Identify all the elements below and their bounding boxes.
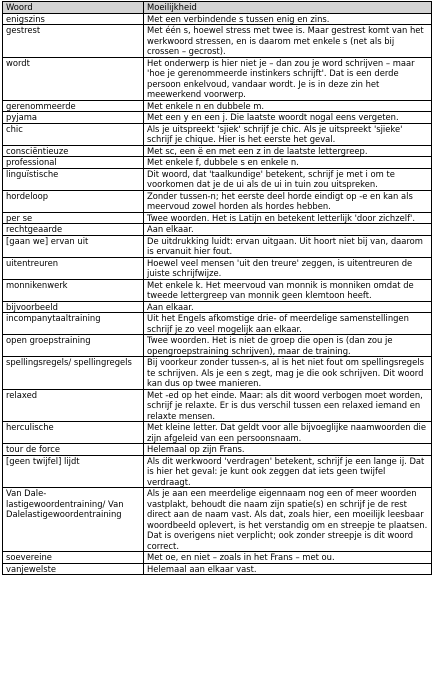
header-difficulty: Moeilijkheid — [144, 2, 432, 14]
word-cell: enigszins — [3, 13, 144, 25]
table-row — [3, 257, 432, 279]
table-row — [3, 488, 432, 552]
table-row — [3, 313, 432, 335]
word-cell: herculische — [3, 422, 144, 444]
explanation-cell: Het onderwerp is hier niet je – dan zou je word schrijven – maar 'hoe je gerenommeerde instinkers schrijft'. Dat is een derde persoon enkelvoud, vandaar wordt. Je is in deze zin het meewerkend voorwerp. — [144, 57, 432, 100]
table-row — [3, 100, 432, 112]
table-row — [3, 145, 432, 157]
word-cell: bijvoorbeeld — [3, 301, 144, 313]
word-cell: tour de force — [3, 444, 144, 456]
explanation-cell: Met enkele f, dubbele s en enkele n. — [144, 157, 432, 169]
explanation-cell: Aan elkaar. — [144, 224, 432, 236]
table-row — [3, 552, 432, 564]
explanation-cell: De uitdrukking luidt: ervan uitgaan. Uit hoort niet bij van, daarom is ervanuit hier fout. — [144, 235, 432, 257]
table-row — [3, 212, 432, 224]
explanation-cell: Als dit werkwoord 'verdragen' betekent, schrijf je een lange ij. Dat is hier het geval: je kunt ook zeggen dat iets geen twijfel verdraagt. — [144, 455, 432, 488]
word-cell: wordt — [3, 57, 144, 100]
word-cell: [geen twijfel] lijdt — [3, 455, 144, 488]
explanation-cell: Met een y en een j. Die laatste woordt nogal eens vergeten. — [144, 112, 432, 124]
explanation-cell: Met één s, hoewel stress met twee is. Maar gestrest komt van het werkwoord stressen, en is daarom met enkele s (net als bij crossen – gecrost). — [144, 25, 432, 58]
word-cell: gestrest — [3, 25, 144, 58]
table-row — [3, 123, 432, 145]
table-row — [3, 455, 432, 488]
explanation-cell: Zonder tussen-n; het eerste deel horde eindigt op -e en kan als meervoud zowel horden als hordes hebben. — [144, 190, 432, 212]
word-cell: monnikenwerk — [3, 279, 144, 301]
word-cell: vanjewelste — [3, 563, 144, 575]
explanation-cell: Met kleine letter. Dat geldt voor alle bijvoeglijke naamwoorden die zijn afgeleid van een persoonsnaam. — [144, 422, 432, 444]
table-row — [3, 422, 432, 444]
explanation-cell: Als je aan een meerdelige eigennaam nog een of meer woorden vastplakt, behoudt die naam zijn spatie(s) en schrijf je de rest direct aan de naam vast. Als dat, zoals hier, een moeilijk leesbaar woordbeeld oplevert, is het verstandig om en streepje te plaatsen. Dat is overigens niet verplicht; ook zonder streepje is dit woord correct. — [144, 488, 432, 552]
table-row — [3, 235, 432, 257]
spelling-table — [2, 1, 432, 575]
explanation-cell: Twee woorden. Het is niet de groep die open is (dan zou je opengroepstraining schrijven), maar de training. — [144, 335, 432, 357]
table-row — [3, 112, 432, 124]
table-row — [3, 389, 432, 422]
word-cell: hordeloop — [3, 190, 144, 212]
explanation-cell: Twee woorden. Het is Latijn en betekent letterlijk 'door zichzelf'. — [144, 212, 432, 224]
word-cell: uitentreuren — [3, 257, 144, 279]
explanation-cell: Met -ed op het einde. Maar: als dit woord verbogen moet worden, schrijf je relaxte. Er is dus verschil tussen een relaxed iemand en relaxte mensen. — [144, 389, 432, 422]
table-row — [3, 157, 432, 169]
table-row — [3, 563, 432, 575]
word-cell: gerenommeerde — [3, 100, 144, 112]
word-cell: consciëntieuze — [3, 145, 144, 157]
header-word: Woord — [3, 2, 144, 14]
explanation-cell: Met enkele n en dubbele m. — [144, 100, 432, 112]
explanation-cell: Met oe, en niet – zoals in het Frans – met ou. — [144, 552, 432, 564]
table-header-row — [3, 2, 432, 14]
word-cell: per se — [3, 212, 144, 224]
word-cell: soevereine — [3, 552, 144, 564]
explanation-cell: Hoewel veel mensen 'uit den treure' zeggen, is uitentreuren de juiste schrijfwijze. — [144, 257, 432, 279]
table-row — [3, 13, 432, 25]
explanation-cell: Helemaal op zijn Frans. — [144, 444, 432, 456]
table-row — [3, 279, 432, 301]
explanation-cell: Dit woord, dat 'taalkundige' betekent, schrijf je met i om te voorkomen dat je de ui als de ui in tuin zou uitspreken. — [144, 168, 432, 190]
table-row — [3, 444, 432, 456]
table-body — [3, 13, 432, 575]
word-cell: incompanytaaltraining — [3, 313, 144, 335]
word-cell: professional — [3, 157, 144, 169]
table-row — [3, 168, 432, 190]
table-row — [3, 335, 432, 357]
explanation-cell: Als je uitspreekt 'sjiek' schrijf je chic. Als je uitspreekt 'sjieke' schrijf je chique. Hier is het eerste het geval. — [144, 123, 432, 145]
word-cell: rechtgeaarde — [3, 224, 144, 236]
table-row — [3, 301, 432, 313]
word-cell: [gaan we] ervan uit — [3, 235, 144, 257]
word-cell: spellingsregels/ spellingregels — [3, 357, 144, 390]
explanation-cell: Met enkele k. Het meervoud van monnik is monniken omdat de tweede lettergreep van monnik geen klemtoon heeft. — [144, 279, 432, 301]
table-row — [3, 57, 432, 100]
explanation-cell: Aan elkaar. — [144, 301, 432, 313]
explanation-cell: Uit het Engels afkomstige drie- of meerdelige samenstellingen schrijf je zo veel mogelijk aan elkaar. — [144, 313, 432, 335]
word-cell: pyjama — [3, 112, 144, 124]
explanation-cell: Met sc, een ë en met een z in de laatste lettergreep. — [144, 145, 432, 157]
explanation-cell: Bij voorkeur zonder tussen-s, al is het niet fout om spellingsregels te schrijven. Als je een s zegt, mag je die ook schrijven. Dit woord kan dus op twee manieren. — [144, 357, 432, 390]
word-cell: linguïstische — [3, 168, 144, 190]
word-cell: chic — [3, 123, 144, 145]
table-row — [3, 190, 432, 212]
word-cell: Van Dale-lastigewoordentraining/ Van Dalelastigewoordentraining — [3, 488, 144, 552]
word-cell: relaxed — [3, 389, 144, 422]
spelling-document — [2, 1, 431, 575]
table-row — [3, 357, 432, 390]
explanation-cell: Helemaal aan elkaar vast. — [144, 563, 432, 575]
table-row — [3, 25, 432, 58]
table-row — [3, 224, 432, 236]
explanation-cell: Met een verbindende s tussen enig en zins. — [144, 13, 432, 25]
word-cell: open groepstraining — [3, 335, 144, 357]
